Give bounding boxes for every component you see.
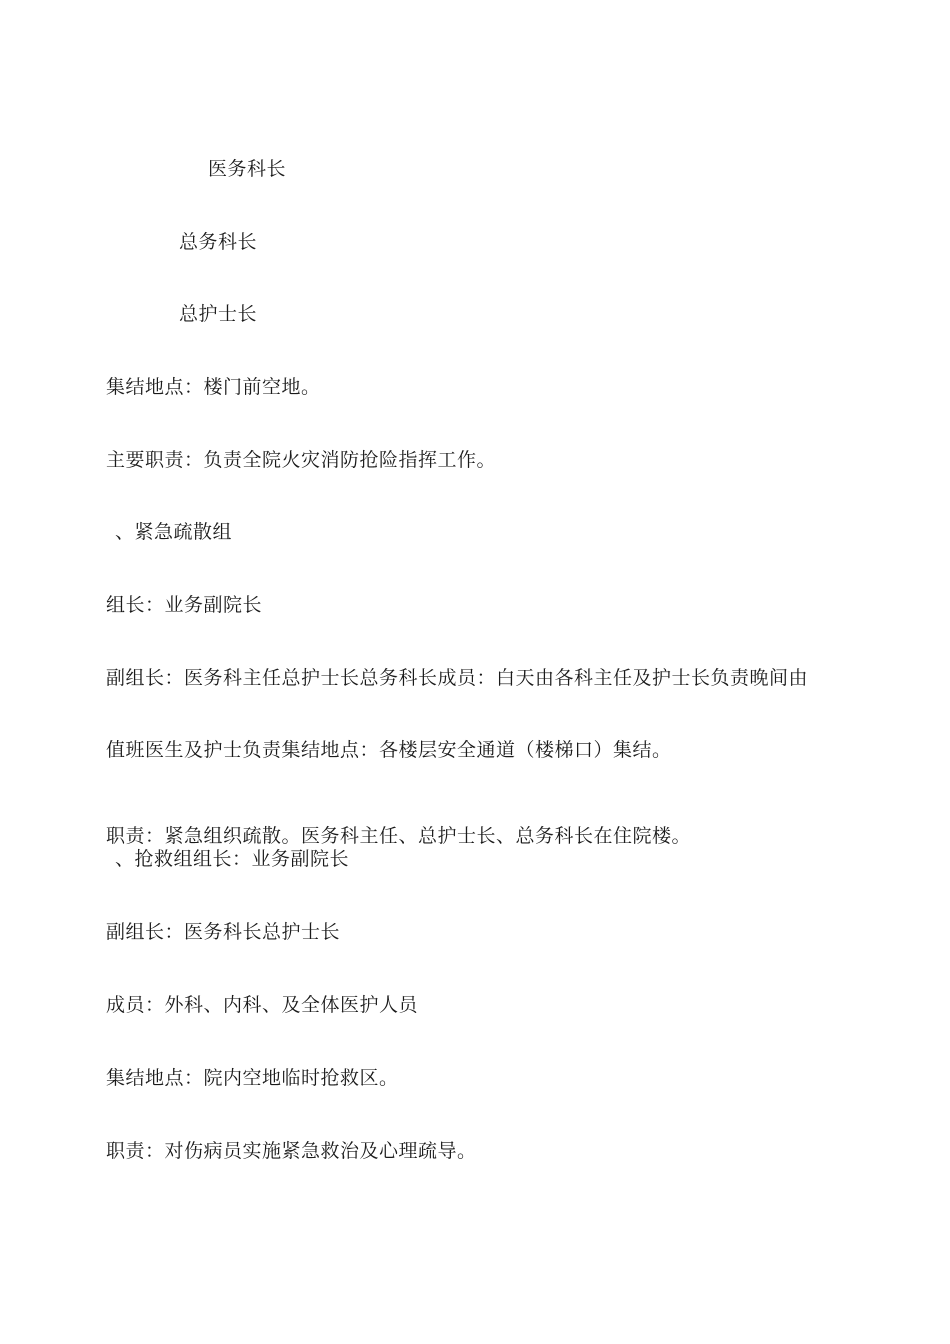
- text-line-rescue-members: 成员：外科、内科、及全体医护人员: [106, 994, 419, 1016]
- text-line-rescue-assembly-point: 集结地点：院内空地临时抢救区。: [106, 1067, 399, 1089]
- text-line-evacuation-assembly-point: 值班医生及护士负责集结地点：各楼层安全通道（楼梯口）集结。: [106, 739, 672, 761]
- text-line-rescue-duties: 职责：对伤病员实施紧急救治及心理疏导。: [106, 1140, 477, 1162]
- text-line-evacuation-deputy-members: 副组长：医务科主任总护士长总务科长成员：白天由各科主任及护士长负责晚间由: [106, 667, 809, 689]
- text-line-assembly-point-1: 集结地点：楼门前空地。: [106, 376, 321, 398]
- text-line-evacuation-duties: 职责：紧急组织疏散。医务科主任、总护士长、总务科长在住院楼。: [106, 825, 692, 847]
- text-line-head-nurse: 总护士长: [179, 303, 258, 325]
- text-line-medical-chief: 医务科长: [208, 158, 287, 180]
- text-line-evacuation-leader: 组长：业务副院长: [106, 594, 263, 616]
- text-line-main-duties: 主要职责：负责全院火灾消防抢险指挥工作。: [106, 449, 497, 471]
- section-heading-evacuation-group: 、紧急疏散组: [115, 521, 233, 543]
- section-heading-rescue-group: 、抢救组组长：业务副院长: [115, 848, 350, 870]
- text-line-general-affairs-chief: 总务科长: [179, 231, 258, 253]
- text-line-rescue-deputy: 副组长：医务科长总护士长: [106, 921, 341, 943]
